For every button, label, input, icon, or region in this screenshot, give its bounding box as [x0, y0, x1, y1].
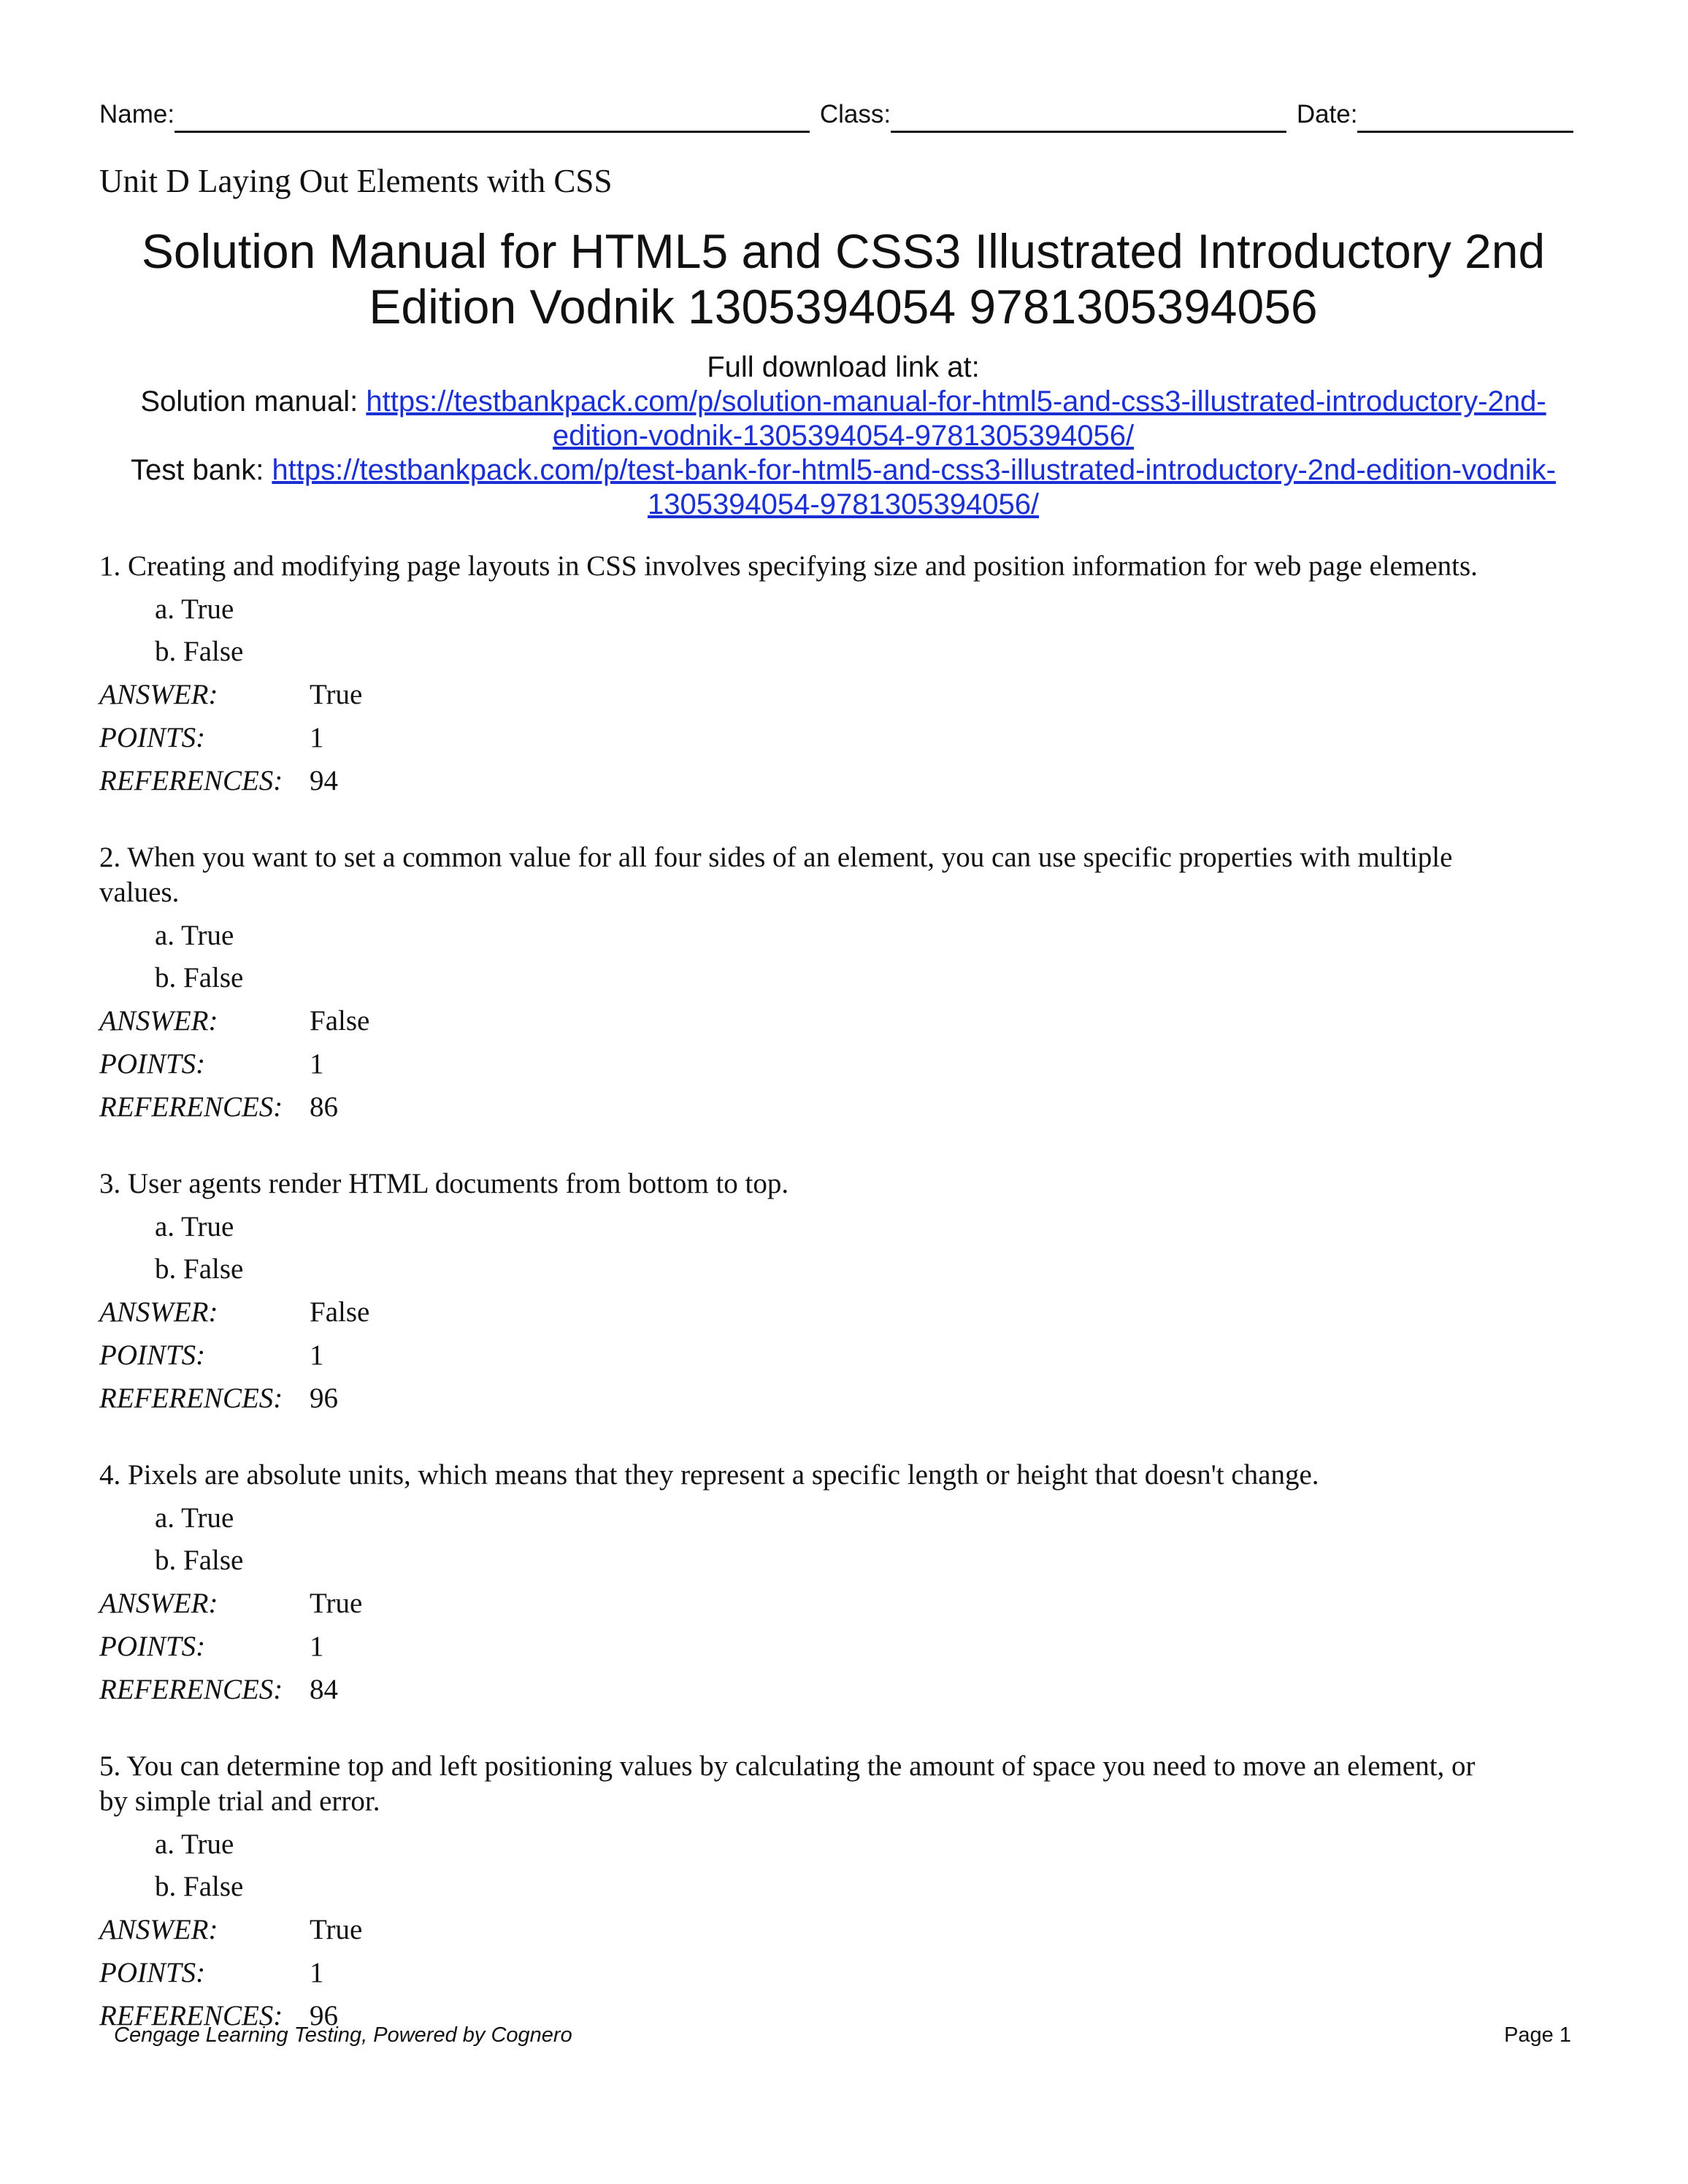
header-fields: [99, 96, 1592, 133]
page-footer: [114, 2020, 1571, 2050]
download-links: [73, 350, 1614, 522]
test-bank-label: Test bank:: [131, 454, 272, 486]
option-a: a. True: [155, 1211, 234, 1242]
name-blank: [174, 103, 810, 133]
answer-label: ANSWER:: [99, 1296, 218, 1328]
question-text-line-1: 5. You can determine top and left positioning values by calculating the amount of space you need to move an element, or: [99, 1750, 1476, 1782]
question-text: 4. Pixels are absolute units, which means that they represent a specific length or height that doesn't change.: [99, 1459, 1319, 1491]
answer-row: [99, 999, 1589, 1042]
answer-row: [99, 1582, 1589, 1625]
class-label: Class:: [819, 100, 891, 128]
points-label: POINTS:: [99, 722, 206, 753]
points-row: [99, 716, 1589, 759]
question-text: 3. User agents render HTML documents from bottom to top.: [99, 1168, 789, 1199]
page-number: Page 1: [1504, 2023, 1571, 2047]
question-text: 1. Creating and modifying page layouts in CSS involves specifying size and position information for web page elements.: [99, 550, 1478, 582]
question-list: [99, 549, 1589, 2075]
answer-value: False: [310, 1296, 370, 1328]
points-row: [99, 1625, 1589, 1668]
test-bank-link-cont: [73, 488, 1614, 522]
question-5: [99, 1749, 1589, 2037]
option-b: b. False: [155, 1871, 244, 1902]
references-value: 86: [310, 1091, 338, 1123]
points-value: 1: [310, 1339, 324, 1371]
points-label: POINTS:: [99, 1957, 206, 1988]
solution-manual-line: [73, 385, 1614, 419]
references-value: 96: [310, 1383, 338, 1414]
option-a: a. True: [155, 920, 234, 951]
question-1: [99, 549, 1589, 802]
answer-label: ANSWER:: [99, 1914, 218, 1945]
points-value: 1: [310, 1048, 324, 1080]
download-intro: Full download link at:: [707, 351, 980, 383]
option-a: a. True: [155, 593, 234, 625]
question-3: [99, 1166, 1589, 1420]
question-4: [99, 1458, 1589, 1711]
option-b: b. False: [155, 636, 244, 667]
option-b: b. False: [155, 1545, 244, 1576]
solution-manual-link-2[interactable]: edition-vodnik-1305394054-9781305394056/: [552, 420, 1135, 452]
option-a: a. True: [155, 1502, 234, 1534]
answer-row: [99, 1291, 1589, 1334]
answer-row: [99, 673, 1589, 716]
date-blank: [1357, 103, 1573, 133]
points-label: POINTS:: [99, 1339, 206, 1371]
class-blank: [891, 103, 1286, 133]
answer-value: True: [310, 1588, 363, 1619]
answer-value: True: [310, 1914, 363, 1945]
footer-credit: Cengage Learning Testing, Powered by Cognero: [114, 2023, 572, 2047]
test-bank-link-2[interactable]: 1305394054-9781305394056/: [647, 488, 1040, 520]
references-label: REFERENCES:: [99, 1383, 283, 1414]
page-title-line-1: Solution Manual for HTML5 and CSS3 Illustrated Introductory 2nd: [141, 224, 1546, 278]
points-row: [99, 1951, 1589, 1994]
references-label: REFERENCES:: [99, 2000, 283, 2031]
points-row: [99, 1334, 1589, 1377]
page-title: [73, 223, 1614, 334]
points-label: POINTS:: [99, 1631, 206, 1662]
references-label: REFERENCES:: [99, 1674, 283, 1705]
solution-manual-label: Solution manual:: [140, 385, 367, 418]
question-text: [99, 840, 1589, 910]
name-label: Name:: [99, 100, 175, 128]
answer-label: ANSWER:: [99, 679, 218, 710]
option-b: b. False: [155, 1253, 244, 1285]
test-bank-line: [73, 453, 1614, 488]
references-row: [99, 759, 1589, 802]
answer-value: False: [310, 1005, 370, 1037]
points-value: 1: [310, 722, 324, 753]
solution-manual-link-cont: [73, 419, 1614, 453]
references-label: REFERENCES:: [99, 765, 283, 796]
answer-label: ANSWER:: [99, 1005, 218, 1037]
answer-value: True: [310, 679, 363, 710]
solution-manual-link[interactable]: https://testbankpack.com/p/solution-manual-for-html5-and-css3-illustrated-introductory-2nd-: [366, 385, 1546, 418]
references-value: 96: [310, 2000, 338, 2031]
page-title-line-2: Edition Vodnik 1305394054 9781305394056: [369, 280, 1318, 334]
question-2: [99, 840, 1589, 1128]
option-b: b. False: [155, 962, 244, 993]
points-row: [99, 1042, 1589, 1085]
references-value: 94: [310, 765, 338, 796]
references-row: [99, 1377, 1589, 1420]
references-row: [99, 1085, 1589, 1128]
points-label: POINTS:: [99, 1048, 206, 1080]
question-text-line-2: by simple trial and error.: [99, 1785, 380, 1817]
test-bank-link[interactable]: https://testbankpack.com/p/test-bank-for-html5-and-css3-illustrated-introductory-2nd-edition-vodnik-: [272, 454, 1556, 486]
option-a: a. True: [155, 1829, 234, 1860]
references-row: [99, 1668, 1589, 1711]
question-text-line-2: values.: [99, 877, 180, 908]
question-text-line-1: 2. When you want to set a common value for all four sides of an element, you can use specific properties with multiple: [99, 842, 1453, 873]
references-value: 84: [310, 1674, 338, 1705]
points-value: 1: [310, 1631, 324, 1662]
points-value: 1: [310, 1957, 324, 1988]
answer-label: ANSWER:: [99, 1588, 218, 1619]
references-label: REFERENCES:: [99, 1091, 283, 1123]
unit-title: Unit D Laying Out Elements with CSS: [99, 163, 613, 199]
date-label: Date:: [1296, 100, 1358, 128]
question-text: [99, 1749, 1589, 1819]
answer-row: [99, 1908, 1589, 1951]
